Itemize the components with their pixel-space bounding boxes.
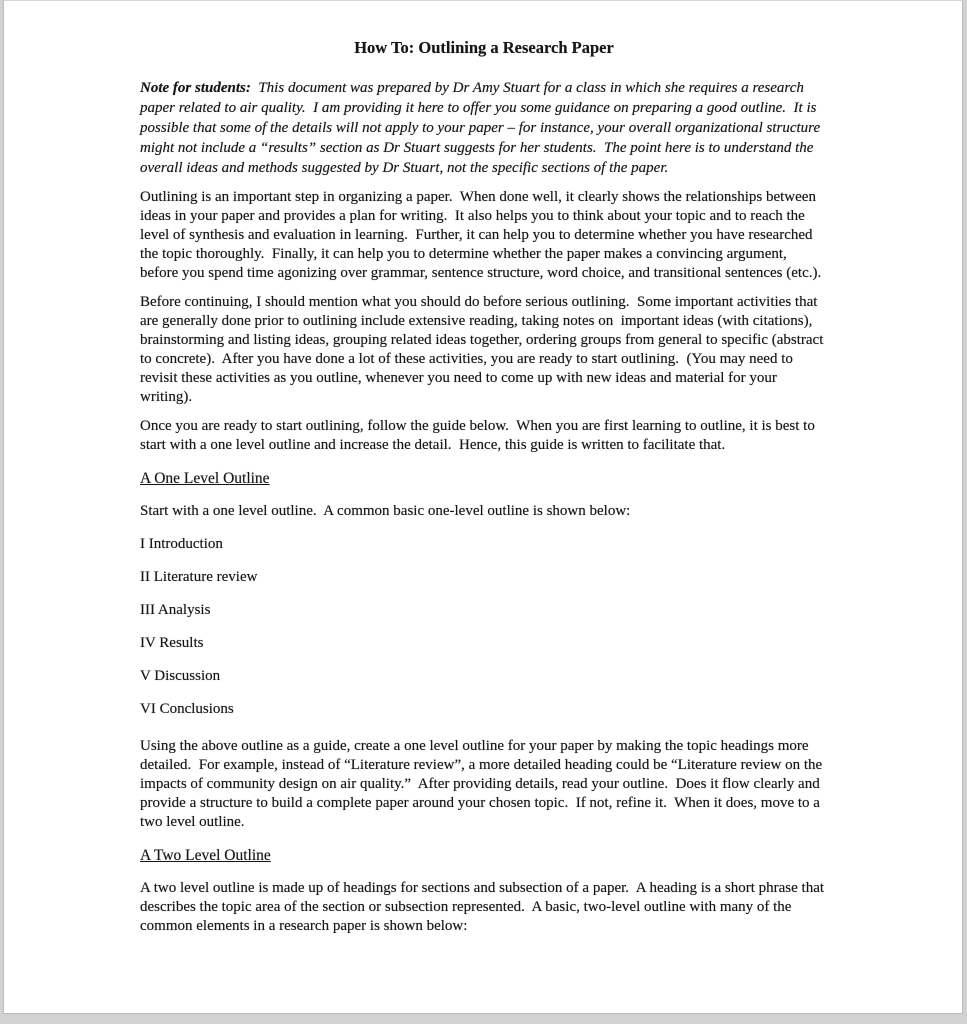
outline-item-conclusions: VI Conclusions — [140, 701, 234, 717]
heading-two-level-outline: A Two Level Outline — [140, 847, 271, 864]
paragraph-before-outlining: Before continuing, I should mention what you should do before serious outlining. Some important activities that are generally done prior to outlining include extensive reading, taking notes on important ideas (with citations), brainstorming and listing ideas, grouping related ideas together, ordering groups from general to specific (abstract to concrete). After you have done a lot of these activities, you are ready to start outlining. (You may need to revisit these activities as you outline, whenever you need to come up with new ideas and material for your writing). — [140, 294, 828, 405]
heading-one-level-outline: A One Level Outline — [140, 470, 270, 487]
paragraph-outlining-importance: Outlining is an important step in organizing a paper. When done well, it clearly shows the relationships between ideas in your paper and provides a plan for writing. It also helps you to think about your topic and to reach the level of synthesis and evaluation in learning. Further, it can help you to determine whether you have researched the topic thoroughly. Finally, it can help you to determine whether the paper makes a convincing argument, before you spend time agonizing over grammar, sentence structure, word choice, and transitional sentences (etc.). — [140, 189, 822, 281]
document-page — [3, 0, 963, 1014]
note-paragraph — [140, 78, 828, 178]
outline-item-results: IV Results — [140, 635, 204, 651]
one-level-guidance: Using the above outline as a guide, create a one level outline for your paper by making the topic headings more detailed. For example, instead of “Literature review”, a more detailed heading could be “Literature review on the impacts of community design on air quality.” After providing details, read your outline. Does it flow clearly and provide a structure to build a complete paper around your chosen topic. If not, refine it. When it does, move to a two level outline. — [140, 738, 826, 830]
paragraph-ready-to-outline: Once you are ready to start outlining, follow the guide below. When you are first learning to outline, it is best to start with a one level outline and increase the detail. Hence, this guide is written to facilitate that. — [140, 418, 819, 453]
two-level-intro: A two level outline is made up of headings for sections and subsection of a paper. A heading is a short phrase that describes the topic area of the section or subsection represented. A basic, two-level outline with many of the common elements in a research paper is shown below: — [140, 880, 828, 934]
outline-item-discussion: V Discussion — [140, 668, 221, 684]
one-level-intro: Start with a one level outline. A common basic one-level outline is shown below: — [140, 503, 631, 519]
outline-item-analysis: III Analysis — [140, 602, 211, 618]
note-label: Note for students: — [140, 80, 251, 96]
outline-item-literature-review: II Literature review — [140, 569, 258, 585]
document-content — [4, 1, 962, 936]
outline-item-introduction: I Introduction — [140, 536, 223, 552]
note-text: This document was prepared by Dr Amy Stuart for a class in which she requires a research paper related to air quality. I am providing it here to offer you some guidance on preparing a good outline. It is possible that some of the details will not apply to your paper – for instance, your overall organizational structure might not include a “results” section as Dr Stuart suggests for her students. The point here is to understand the overall ideas and methods suggested by Dr Stuart, not the specific sections of the paper. — [140, 80, 824, 176]
page-title: How To: Outlining a Research Paper — [354, 38, 614, 57]
